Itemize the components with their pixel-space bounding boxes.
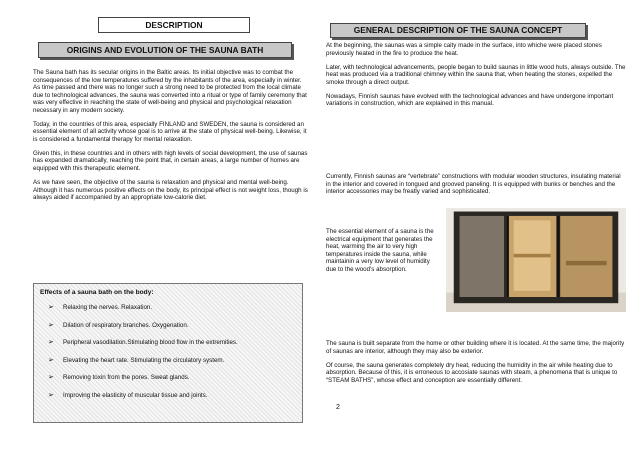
arrow-bullet-icon: ➢ <box>48 356 54 364</box>
glass-panel-right <box>560 216 612 297</box>
effect-text: Improving the elasticity of muscular tissue and joints. <box>63 391 208 399</box>
arrow-bullet-icon: ➢ <box>48 304 54 311</box>
right-paragraph-1: At the beginning, the saunas was a simple caity made in the surface, into whiche were placed stones previously heated in the fire to produce the heat. <box>326 42 602 57</box>
sauna-cabin-photo <box>446 208 626 312</box>
list-item <box>48 304 298 312</box>
right-paragraph-vertebrate: Currently, Finnish saunas are “vertebrate” constructions with modular wooden structures, insulating material in the interior and covered in tongued and grooved paneling. It is equipped with bunks or benches and the interior accessories may be freatly varied and sophisticated. <box>326 173 621 196</box>
right-paragraph-bottom-2: Of course, the sauna generates completely dry heat, reducing the humidity in the air while heating due to absorption. Because of this, it is erroneous to accosiate saunas with steam, a phenomena that is unique to “STEAM BATHS”, whose effect and conception are essentially different. <box>326 361 618 384</box>
right-body-bottom <box>326 340 626 391</box>
effects-title: Effects of a sauna bath on the body: <box>40 289 154 296</box>
bench-right <box>566 261 607 265</box>
arrow-bullet-icon: ➢ <box>48 339 54 347</box>
list-item <box>48 374 298 382</box>
effect-text: Dilation of respiratory branches. Oxygenation. <box>63 321 189 329</box>
effect-text: Elevating the heart rate. Stimulating the circulatory system. <box>63 356 225 364</box>
arrow-bullet-icon: ➢ <box>48 391 54 399</box>
effect-text: Relaxing the nerves. Relaxation. <box>63 304 153 311</box>
right-vertebrate <box>326 173 626 202</box>
list-item <box>48 322 298 330</box>
general-description-heading: GENERAL DESCRIPTION OF THE SAUNA CONCEPT <box>330 23 586 38</box>
right-paragraph-2: Later, with technological advancements, people began to build saunas in little wood huts, always outside. The heat was produced via a traditional chimney within the sauna that, when heating the stones, expelled the smoke through a direct output. <box>326 63 626 86</box>
left-paragraph-4: As we have seen, the objective of the sauna is relaxation and physical and mental well-being. Although it has numerous positive effects on the body, its principal effect is not weight loss, though is always aided if accompanied by an appropriate low-calorie diet. <box>33 179 308 202</box>
bench-line <box>514 254 551 258</box>
arrow-bullet-icon: ➢ <box>48 374 54 382</box>
effects-box <box>33 283 303 423</box>
list-item <box>48 392 298 400</box>
glass-panel-left <box>460 216 505 297</box>
description-heading: DESCRIPTION <box>98 17 250 33</box>
origins-heading: ORIGINS AND EVOLUTION OF THE SAUNA BATH <box>38 42 292 58</box>
right-paragraph-bottom-1: The sauna is built separate from the home or other building where it is located. At the same time, the majority of saunas are interior, although they may also be exterior. <box>326 340 625 355</box>
right-element <box>326 228 440 280</box>
effect-text: Removing toxin from the pores. Sweat glands. <box>63 374 190 382</box>
right-body-top <box>326 42 626 114</box>
right-paragraph-element: The essential element of a sauna is the electrical equipment that generates the heat, warming the air to very high temperatures inside the sauna, while maintainin a very low level of humidity due to the wood’s absorption. <box>326 228 434 273</box>
left-paragraph-2: Today, in the countries of this area, especially FINLAND and SWEDEN, the sauna is considered an essential element of all activity whose goal is to arrive at the state of physical well-being. Likewise, it is considered a fundamental therapy for mental relaxation. <box>33 120 307 143</box>
right-paragraph-3: Nowadays, Finnish saunas have evolved with the technological advances and have undergone important variations in construction, which are explained in this manual. <box>326 92 614 108</box>
arrow-bullet-icon: ➢ <box>48 321 54 329</box>
effects-list <box>48 304 298 410</box>
list-item <box>48 339 298 347</box>
left-body <box>33 69 308 208</box>
page-number: 2 <box>336 404 340 411</box>
left-paragraph-3: Given this, in these countries and in others with high levels of social development, the use of saunas has expanded dramatically, reaching the point that, in certain areas, a large number of homes are equipped with this therapeutic element. <box>33 149 308 173</box>
list-item <box>48 357 298 365</box>
effect-text: Peripheral vasodilation.Stimulating blood flow in the extremities. <box>63 339 238 347</box>
left-paragraph-1: The Sauna bath has its secular origins in the Baltic areas. Its initial objective was to combat the consequences of the low temperatures suffered by the inhabitants of the area, especially in winter. As time passed and there was no longer such a strong need to be protected from the local climate due to technological advances, the sauna was converted into a ritual or type of family ceremony that was very effective in reaching the state of well-being and physical and psychological relaxation necessary in any modern society. <box>33 69 307 114</box>
